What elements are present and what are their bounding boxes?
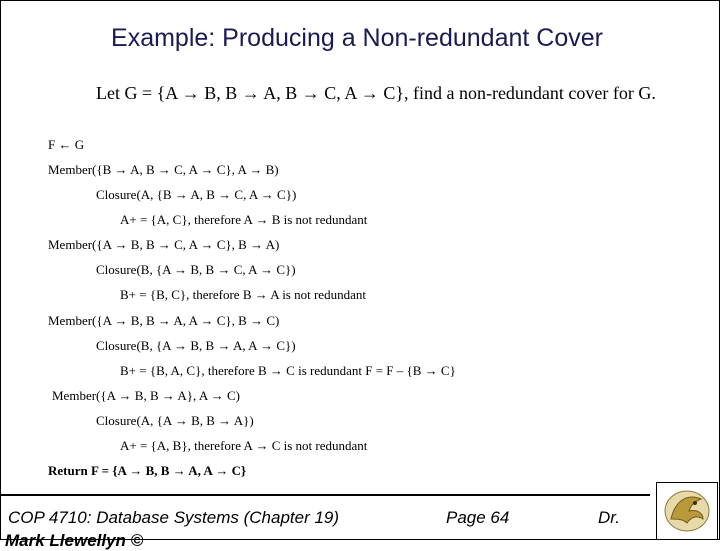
slide-title: Example: Producing a Non-redundant Cover bbox=[111, 24, 603, 52]
step-line-closure: Closure(A, {B → A, B → C, A → C}) bbox=[96, 187, 297, 202]
step-line-result: A+ = {A, C}, therefore A → B is not redundant bbox=[120, 212, 368, 227]
step-line-closure: Closure(B, {A → B, B → C, A → C}) bbox=[96, 262, 296, 277]
step-line-member: Member({A → B, B → A}, A → C) bbox=[52, 388, 240, 403]
footer-divider bbox=[0, 494, 650, 496]
step-line-member: Member({B → A, B → C, A → C}, A → B) bbox=[48, 162, 279, 177]
footer-author-prefix: Dr. bbox=[598, 508, 621, 527]
footer-page: Page 64 bbox=[446, 508, 510, 527]
step-line-closure: Closure(A, {A → B, B → A}) bbox=[96, 413, 254, 428]
step-line-result: A+ = {A, B}, therefore A → C is not redundant bbox=[120, 438, 368, 453]
step-line-assign: F ← G bbox=[48, 137, 85, 152]
step-line-return: Return F = {A → B, B → A, A → C} bbox=[48, 463, 247, 478]
step-line-member: Member({A → B, B → A, A → C}, B → C) bbox=[48, 313, 280, 328]
university-logo-icon bbox=[656, 482, 718, 540]
step-line-closure: Closure(B, {A → B, B → A, A → C}) bbox=[96, 338, 296, 353]
step-line-result: B+ = {B, C}, therefore B → A is not redundant bbox=[120, 287, 366, 302]
problem-statement: Let G = {A → B, B → A, B → C, A → C}, find a non-redundant cover for G. bbox=[96, 83, 656, 103]
footer-course: COP 4710: Database Systems (Chapter 19) bbox=[8, 508, 340, 527]
step-line-result: B+ = {B, A, C}, therefore B → C is redundant F = F – {B → C} bbox=[120, 363, 456, 378]
footer-author-name: Mark Llewellyn © bbox=[5, 531, 144, 550]
step-line-member: Member({A → B, B → C, A → C}, B → A) bbox=[48, 237, 280, 252]
